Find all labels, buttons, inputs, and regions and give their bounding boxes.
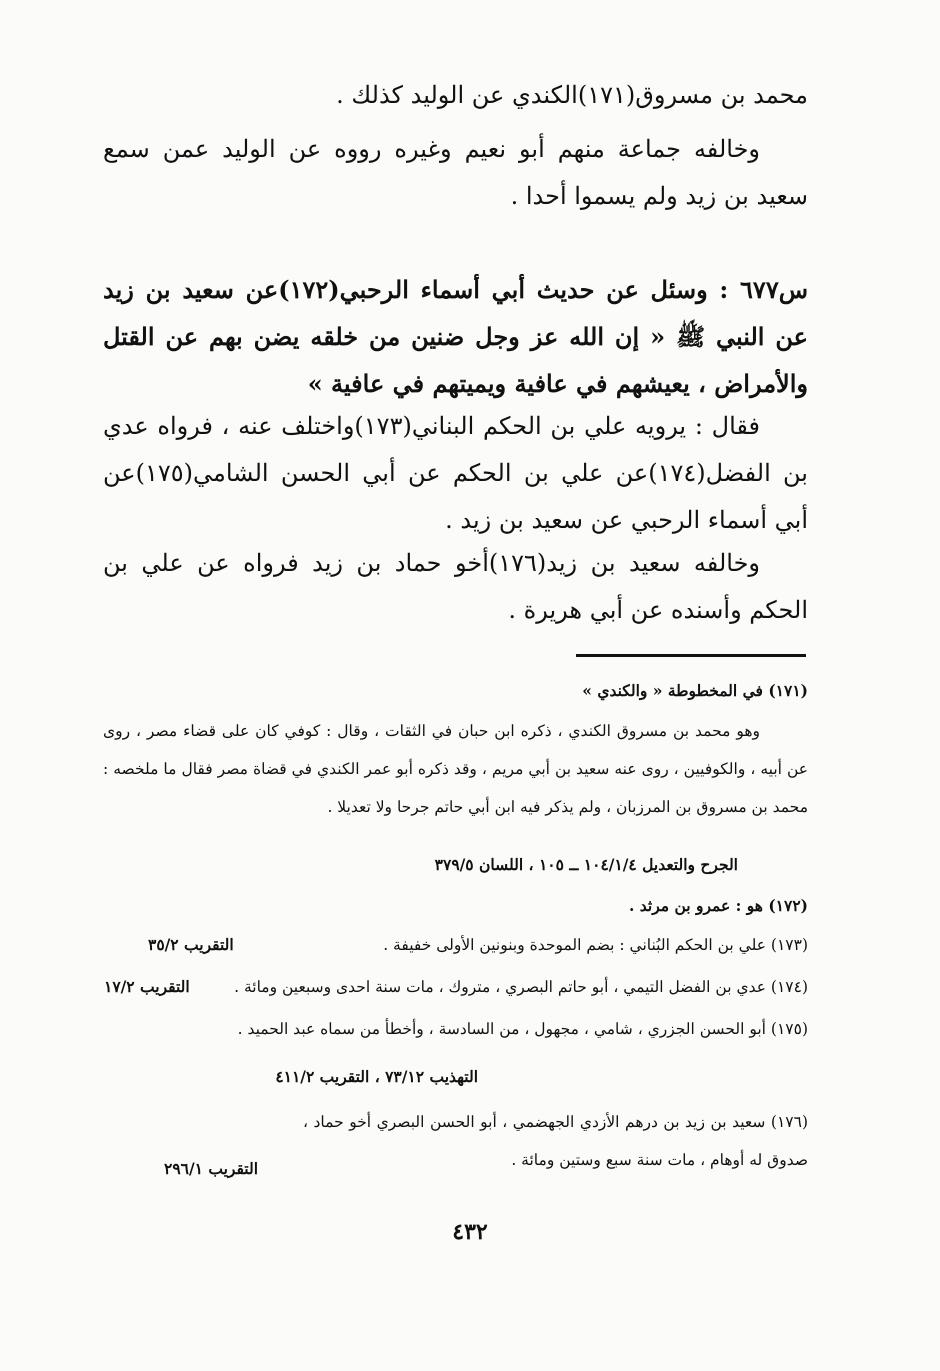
question-677-paragraph: س٦٧٧ : وسئل عن حديث أبي أسماء الرحبي(١٧٢)عن سعيد بن زيد عن النبي ﷺ « إن الله عز وجل ضنين من خلقه يضن بهم عن القتل والأمراض ، يعيشهم في عافية ويميتهم في عافية »: [103, 275, 808, 398]
footnote-171-head: (١٧١) في المخطوطة « والكندي »: [582, 681, 808, 700]
body-paragraph-4: فقال : يرويه علي بن الحكم البناني(١٧٣)واختلف عنه ، فرواه عدي بن الفضل(١٧٤)عن علي بن الحكم عن أبي الحسن الشامي(١٧٥)عن أبي أسماء الرحبي عن سعيد بن زيد .: [103, 412, 808, 534]
footnote-174-reference: التقريب ١٧/٢: [104, 977, 190, 996]
body-paragraph-5: وخالفه سعيد بن زيد(١٧٦)أخو حماد بن زيد فرواه عن علي بن الحكم وأسنده عن أبي هريرة .: [103, 549, 808, 624]
footnote-171-reference: الجرح والتعديل ١٠٤/١/٤ ــ ١٠٥ ، اللسان ٣٧٩/٥: [434, 855, 738, 874]
footnote-171-body: وهو محمد بن مسروق الكندي ، ذكره ابن حبان في الثقات ، وقال : كوفي كان على قضاء مصر ، روى عن أبيه ، والكوفيين ، روى عنه سعيد بن أبي مريم ، وقد ذكره أبو عمر الكندي في قضاة مصر فقال ما ملخصه : محمد بن مسروق بن المرزبان ، ولم يذكر فيه ابن أبي حاتم جرحا ولا تعديلا .: [103, 722, 808, 816]
footnote-175-reference: التهذيب ٧٣/١٢ ، التقريب ٤١١/٢: [275, 1067, 478, 1086]
footnote-173: (١٧٣) علي بن الحكم البُناني : بضم الموحدة وبنونين الأولى خفيفة .: [383, 936, 808, 954]
footnote-172: (١٧٢) هو : عمرو بن مرثد .: [628, 896, 808, 915]
page-number: ٤٣٢: [452, 1219, 488, 1245]
footnote-separator: [576, 654, 806, 657]
footnote-176-reference: التقريب ٢٩٦/١: [164, 1159, 258, 1178]
body-paragraph-1: محمد بن مسروق(١٧١)الكندي عن الوليد كذلك .: [336, 81, 808, 109]
footnote-175: (١٧٥) أبو الحسن الجزري ، شامي ، مجهول ، من السادسة ، وأخطأ من سماه عبد الحميد .: [237, 1020, 808, 1038]
body-paragraph-2: وخالفه جماعة منهم أبو نعيم وغيره رووه عن الوليد عمن سمع سعيد بن زيد ولم يسموا أحدا .: [103, 135, 808, 210]
footnote-174: (١٧٤) عدي بن الفضل التيمي ، أبو حاتم البصري ، متروك ، مات سنة احدى وسبعين ومائة .: [234, 978, 808, 996]
footnote-176: (١٧٦) سعيد بن زيد بن درهم الأزدي الجهضمي ، أبو الحسن البصري أخو حماد ، صدوق له أوهام ، مات سنة سبع وستين ومائة .: [303, 1113, 808, 1169]
footnote-173-reference: التقريب ٣٥/٢: [148, 935, 234, 954]
